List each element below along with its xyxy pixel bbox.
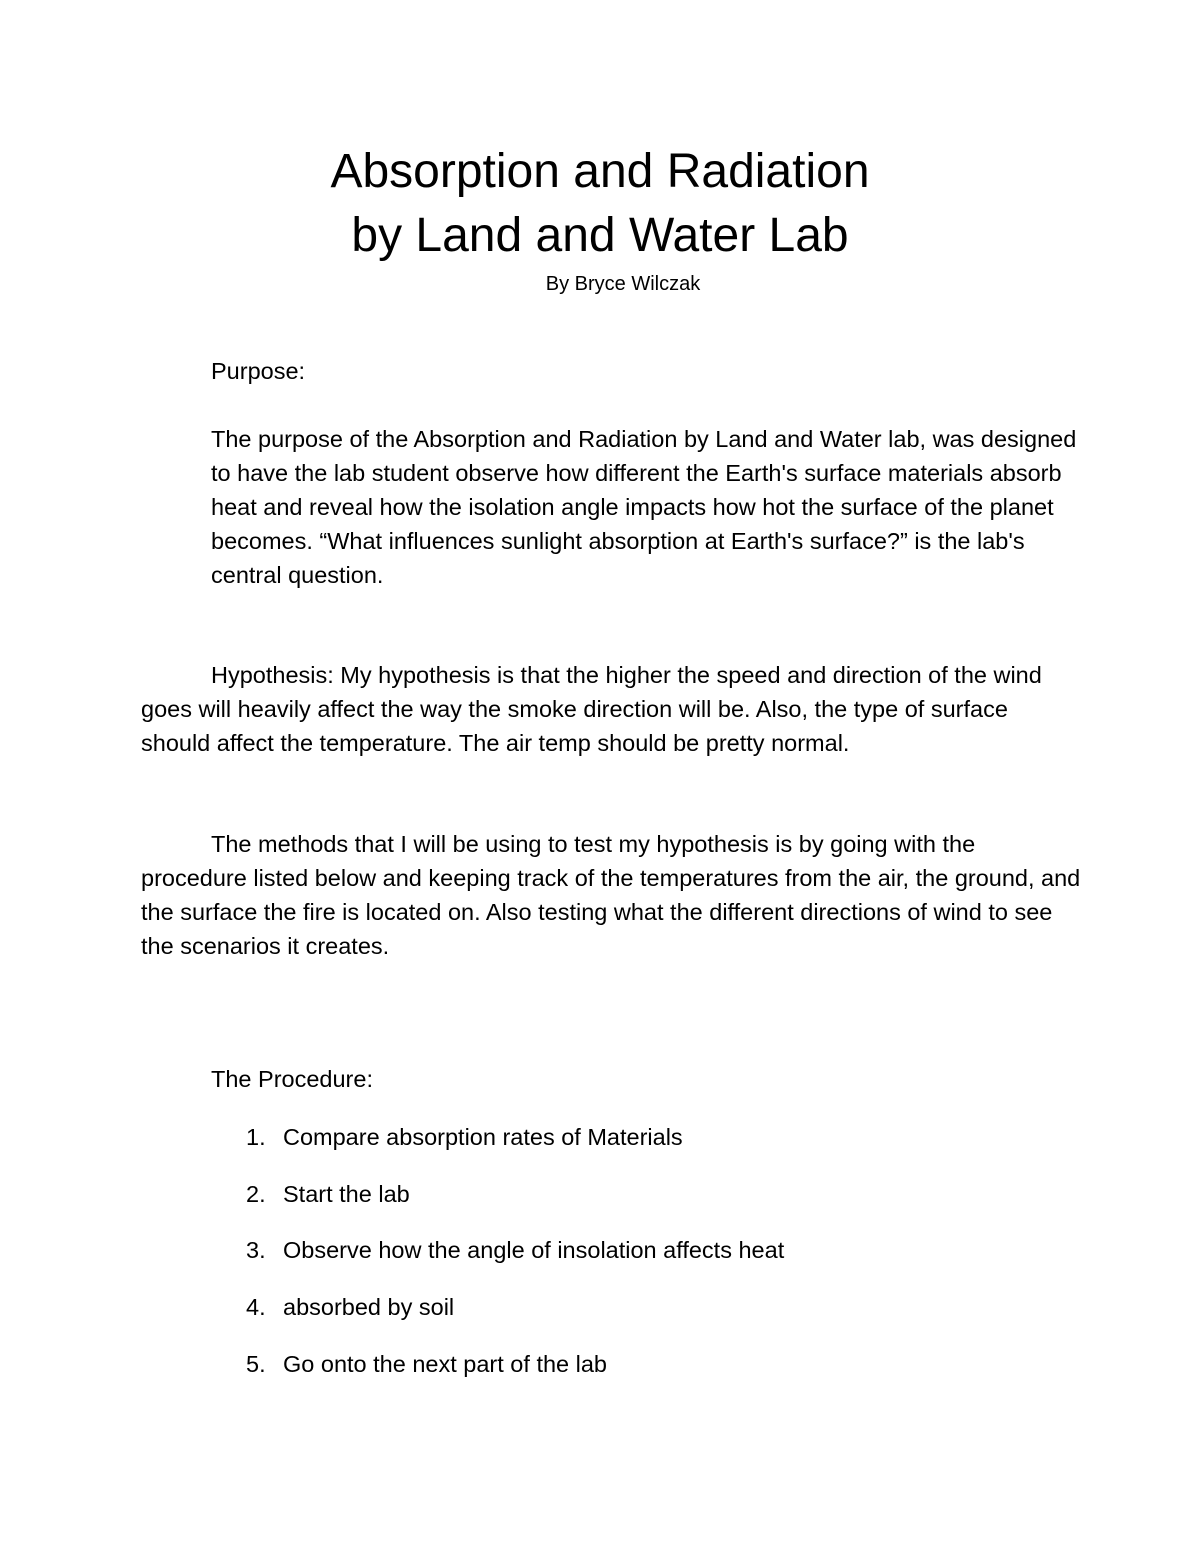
hypothesis-paragraph: Hypothesis: My hypothesis is that the higher the speed and direction of the wind goes will heavily affect the way the smoke direction will be. Also, the type of surface should affect the temperature. The air temp should be pretty normal. bbox=[141, 662, 1042, 756]
title-line-2: by Land and Water Lab bbox=[351, 209, 849, 262]
purpose-heading: Purpose: bbox=[211, 358, 306, 384]
title-line-1: Absorption and Radiation bbox=[330, 145, 870, 198]
document-title bbox=[0, 140, 1200, 268]
step-text: Go onto the next part of the lab bbox=[283, 1351, 607, 1377]
methods-paragraph: The methods that I will be using to test my hypothesis is by going with the procedure listed below and keeping track of the temperatures from the air, the ground, and the surface the fire is located on. Also testing what the different directions of wind to see the scenarios it creates. bbox=[141, 831, 1081, 959]
step-number: 3. bbox=[246, 1237, 266, 1263]
step-number: 4. bbox=[246, 1294, 266, 1320]
purpose-paragraph: The purpose of the Absorption and Radiation by Land and Water lab, was designed to have the lab student observe how different the Earth's surface materials absorb heat and reveal how the isolation angle impacts how hot the surface of the planet becomes. “What influences sunlight absorption at Earth's surface?” is the lab's central question. bbox=[211, 426, 1077, 588]
author-byline: By Bryce Wilczak bbox=[545, 273, 701, 295]
step-number: 1. bbox=[246, 1124, 266, 1150]
step-text: absorbed by soil bbox=[283, 1294, 455, 1320]
procedure-heading: The Procedure: bbox=[211, 1066, 373, 1092]
step-number: 5. bbox=[246, 1351, 266, 1377]
step-number: 2. bbox=[246, 1181, 266, 1207]
step-text: Observe how the angle of insolation affects heat bbox=[283, 1237, 785, 1263]
step-text: Start the lab bbox=[283, 1181, 410, 1207]
step-text: Compare absorption rates of Materials bbox=[283, 1124, 683, 1150]
